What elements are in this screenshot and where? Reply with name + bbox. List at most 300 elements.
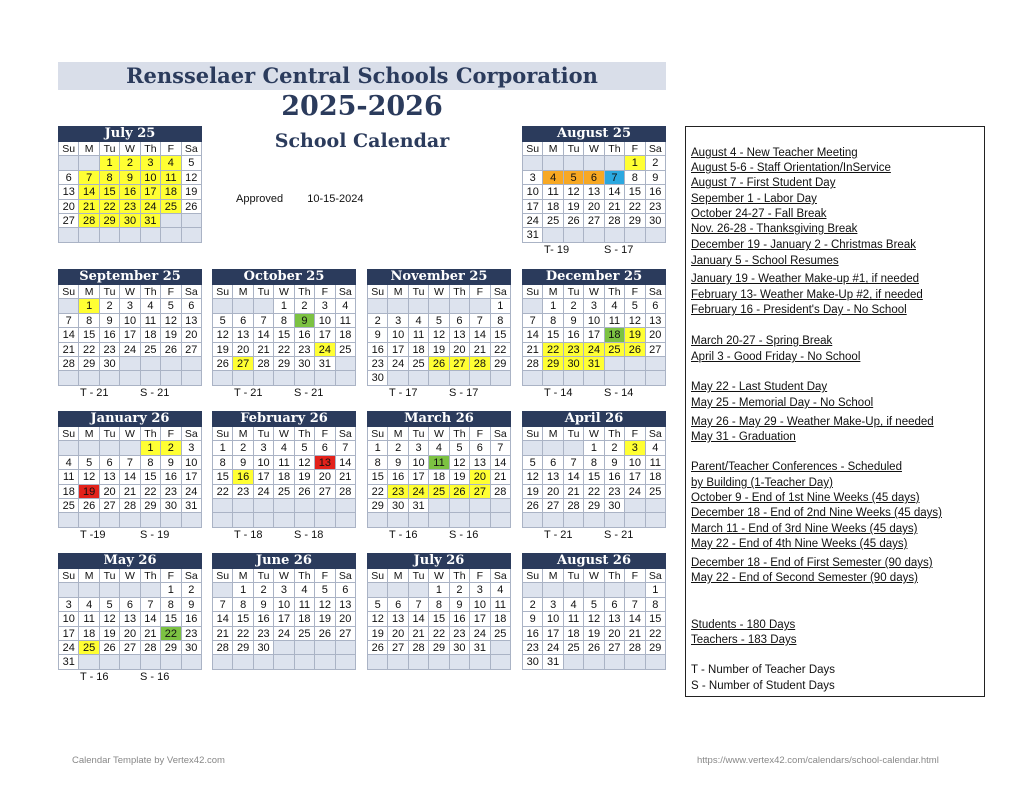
- day-cell: 17: [141, 185, 161, 199]
- day-cell: 26: [584, 641, 604, 655]
- day-cell: 23: [564, 343, 584, 357]
- day-cell: 9: [161, 456, 181, 470]
- day-cell: 14: [625, 612, 645, 626]
- day-cell: 22: [141, 485, 161, 499]
- weekday-header: F: [470, 569, 490, 583]
- empty-cell: [491, 499, 511, 513]
- day-cell: 26: [295, 485, 315, 499]
- day-cell: 15: [141, 470, 161, 484]
- weekday-header: F: [625, 142, 645, 156]
- day-cell: 10: [388, 328, 408, 342]
- day-cell: 2: [295, 299, 315, 313]
- month-grid: [58, 569, 202, 670]
- day-cell: 16: [161, 470, 181, 484]
- day-cell: 29: [161, 641, 181, 655]
- day-cell: 9: [254, 598, 274, 612]
- empty-cell: [213, 371, 233, 385]
- day-cell: 22: [543, 343, 563, 357]
- student-days-count: S - 14: [604, 386, 634, 399]
- day-cell: 21: [491, 470, 511, 484]
- weekday-header: Tu: [409, 427, 429, 441]
- day-cell: 16: [233, 470, 253, 484]
- day-cell: 28: [79, 214, 99, 228]
- day-cell: 28: [59, 357, 79, 371]
- day-cell: 25: [605, 343, 625, 357]
- day-cell: 8: [584, 456, 604, 470]
- day-cell: 23: [295, 343, 315, 357]
- day-cell: 12: [295, 456, 315, 470]
- empty-cell: [564, 371, 584, 385]
- weekday-header: Sa: [336, 285, 356, 299]
- day-cell: 17: [315, 328, 335, 342]
- day-cell: 20: [336, 612, 356, 626]
- day-cell: 21: [213, 627, 233, 641]
- day-cell: 25: [646, 485, 666, 499]
- weekday-header: Tu: [409, 569, 429, 583]
- day-cell: 25: [59, 499, 79, 513]
- day-cell: 26: [79, 499, 99, 513]
- day-cell: 28: [409, 641, 429, 655]
- day-cell: 14: [59, 328, 79, 342]
- event-item: Students - 180 Days: [691, 619, 796, 631]
- day-cell: 10: [409, 456, 429, 470]
- day-cell: 4: [564, 598, 584, 612]
- empty-cell: [470, 655, 490, 669]
- weekday-header: W: [584, 142, 604, 156]
- day-cell: 10: [141, 171, 161, 185]
- weekday-header: F: [161, 285, 181, 299]
- event-item: February 16 - President's Day - No School: [691, 304, 907, 316]
- empty-cell: [523, 299, 543, 313]
- day-cell: 16: [646, 185, 666, 199]
- day-cell: 24: [388, 357, 408, 371]
- calendar-subtitle: School Calendar: [274, 130, 450, 152]
- day-cell: 11: [646, 456, 666, 470]
- empty-cell: [646, 655, 666, 669]
- empty-cell: [646, 499, 666, 513]
- day-cell: 17: [388, 343, 408, 357]
- empty-cell: [213, 299, 233, 313]
- day-cell: 22: [79, 343, 99, 357]
- empty-cell: [388, 299, 408, 313]
- day-cell: 10: [315, 314, 335, 328]
- day-cell: 15: [491, 328, 511, 342]
- day-cell: 19: [625, 328, 645, 342]
- empty-cell: [336, 499, 356, 513]
- empty-cell: [315, 371, 335, 385]
- month-grid: [58, 285, 202, 386]
- day-cell: 10: [182, 456, 202, 470]
- empty-cell: [274, 641, 294, 655]
- event-item: August 4 - New Teacher Meeting: [691, 147, 858, 159]
- weekday-header: Su: [213, 285, 233, 299]
- day-cell: 21: [336, 470, 356, 484]
- day-cell: 11: [564, 612, 584, 626]
- empty-cell: [141, 371, 161, 385]
- day-cell: 14: [564, 470, 584, 484]
- weekday-header: Su: [368, 569, 388, 583]
- day-cell: 6: [543, 456, 563, 470]
- weekday-header: Sa: [336, 569, 356, 583]
- day-cell: 19: [450, 470, 470, 484]
- month-block: [212, 411, 356, 542]
- empty-cell: [523, 441, 543, 455]
- day-cell: 6: [336, 583, 356, 597]
- day-cell: 2: [254, 583, 274, 597]
- day-cell: 12: [564, 185, 584, 199]
- day-cell: 6: [388, 598, 408, 612]
- empty-cell: [79, 583, 99, 597]
- day-cell: 6: [59, 171, 79, 185]
- weekday-header: Th: [295, 427, 315, 441]
- empty-cell: [182, 655, 202, 669]
- day-cell: 12: [368, 612, 388, 626]
- day-counts: [58, 528, 202, 542]
- empty-cell: [315, 513, 335, 527]
- event-item: by Building (1-Teacher Day): [691, 477, 833, 489]
- empty-cell: [141, 583, 161, 597]
- empty-cell: [213, 499, 233, 513]
- empty-cell: [470, 513, 490, 527]
- day-cell: 20: [450, 343, 470, 357]
- day-cell: 23: [646, 200, 666, 214]
- day-cell: 13: [100, 470, 120, 484]
- empty-cell: [543, 228, 563, 242]
- teacher-days-count: T - 18: [234, 528, 263, 541]
- month-title: March 26: [367, 411, 511, 427]
- day-cell: 24: [409, 485, 429, 499]
- day-cell: 20: [233, 343, 253, 357]
- day-cell: 1: [79, 299, 99, 313]
- day-cell: 11: [429, 456, 449, 470]
- weekday-header: Sa: [491, 285, 511, 299]
- day-counts: [367, 528, 511, 542]
- day-cell: 26: [564, 214, 584, 228]
- weekday-header: Th: [295, 569, 315, 583]
- empty-cell: [584, 583, 604, 597]
- empty-cell: [213, 513, 233, 527]
- day-cell: 31: [543, 655, 563, 669]
- day-cell: 15: [646, 612, 666, 626]
- empty-cell: [584, 371, 604, 385]
- day-cell: 16: [605, 470, 625, 484]
- event-item: December 18 - End of 2nd Nine Weeks (45 days): [691, 507, 942, 519]
- footer-url[interactable]: https://www.vertex42.com/calendars/school-calendar.html: [697, 755, 939, 766]
- empty-cell: [368, 655, 388, 669]
- day-cell: 21: [120, 485, 140, 499]
- weekday-header: W: [429, 569, 449, 583]
- day-cell: 17: [182, 470, 202, 484]
- empty-cell: [388, 583, 408, 597]
- month-block: [58, 411, 202, 542]
- weekday-header: W: [274, 427, 294, 441]
- empty-cell: [470, 371, 490, 385]
- event-item: Nov. 26-28 - Thanksgiving Break: [691, 223, 858, 235]
- day-cell: 9: [564, 314, 584, 328]
- day-cell: 13: [605, 612, 625, 626]
- month-title: December 25: [522, 269, 666, 285]
- day-cell: 27: [450, 357, 470, 371]
- day-cell: 20: [584, 200, 604, 214]
- month-title: June 26: [212, 553, 356, 569]
- weekday-header: Th: [450, 427, 470, 441]
- day-cell: 1: [161, 583, 181, 597]
- empty-cell: [543, 156, 563, 170]
- empty-cell: [182, 228, 202, 242]
- day-cell: 6: [120, 598, 140, 612]
- day-cell: 1: [368, 441, 388, 455]
- weekday-header: W: [274, 285, 294, 299]
- day-cell: 6: [315, 441, 335, 455]
- weekday-header: M: [543, 142, 563, 156]
- day-cell: 14: [336, 456, 356, 470]
- weekday-header: F: [161, 569, 181, 583]
- weekday-header: Su: [523, 569, 543, 583]
- day-cell: 5: [429, 314, 449, 328]
- day-cell: 19: [564, 200, 584, 214]
- day-cell: 3: [388, 314, 408, 328]
- day-cell: 15: [625, 185, 645, 199]
- day-cell: 7: [605, 171, 625, 185]
- day-cell: 5: [161, 299, 181, 313]
- day-cell: 19: [315, 612, 335, 626]
- day-cell: 29: [141, 499, 161, 513]
- empty-cell: [315, 641, 335, 655]
- day-cell: 24: [274, 627, 294, 641]
- empty-cell: [564, 156, 584, 170]
- day-cell: 24: [141, 200, 161, 214]
- student-days-count: S - 16: [140, 670, 170, 683]
- empty-cell: [491, 641, 511, 655]
- empty-cell: [59, 371, 79, 385]
- empty-cell: [79, 156, 99, 170]
- day-cell: 21: [141, 627, 161, 641]
- day-cell: 3: [274, 583, 294, 597]
- month-grid: [367, 285, 511, 386]
- empty-cell: [79, 371, 99, 385]
- day-cell: 19: [100, 627, 120, 641]
- empty-cell: [605, 371, 625, 385]
- day-cell: 31: [584, 357, 604, 371]
- day-cell: 4: [79, 598, 99, 612]
- day-cell: 13: [120, 612, 140, 626]
- day-cell: 4: [429, 441, 449, 455]
- day-cell: 9: [100, 314, 120, 328]
- empty-cell: [59, 513, 79, 527]
- day-cell: 20: [646, 328, 666, 342]
- school-year: 2025-2026: [281, 91, 443, 122]
- month-grid: [522, 285, 666, 386]
- empty-cell: [120, 583, 140, 597]
- day-cell: 27: [584, 214, 604, 228]
- empty-cell: [233, 299, 253, 313]
- empty-cell: [295, 655, 315, 669]
- day-cell: 2: [100, 299, 120, 313]
- empty-cell: [336, 641, 356, 655]
- day-cell: 15: [429, 612, 449, 626]
- day-cell: 30: [295, 357, 315, 371]
- empty-cell: [100, 513, 120, 527]
- day-cell: 21: [470, 343, 490, 357]
- day-cell: 15: [213, 470, 233, 484]
- day-cell: 5: [295, 441, 315, 455]
- day-cell: 11: [336, 314, 356, 328]
- empty-cell: [120, 371, 140, 385]
- empty-cell: [295, 371, 315, 385]
- empty-cell: [409, 513, 429, 527]
- day-cell: 25: [491, 627, 511, 641]
- day-cell: 10: [254, 456, 274, 470]
- day-cell: 4: [646, 441, 666, 455]
- month-grid: [522, 142, 666, 243]
- event-item: August 5-6 - Staff Orientation/InService: [691, 162, 891, 174]
- day-cell: 14: [605, 185, 625, 199]
- day-cell: 23: [120, 200, 140, 214]
- day-cell: 11: [141, 314, 161, 328]
- event-item: T - Number of Teacher Days: [691, 664, 836, 676]
- empty-cell: [646, 228, 666, 242]
- day-cell: 12: [625, 314, 645, 328]
- month-title: August 26: [522, 553, 666, 569]
- weekday-header: Th: [141, 569, 161, 583]
- empty-cell: [213, 583, 233, 597]
- day-cell: 22: [161, 627, 181, 641]
- day-cell: 30: [368, 371, 388, 385]
- weekday-header: Sa: [182, 142, 202, 156]
- empty-cell: [315, 499, 335, 513]
- day-cell: 28: [120, 499, 140, 513]
- day-cell: 10: [625, 456, 645, 470]
- day-cell: 20: [470, 470, 490, 484]
- weekday-header: F: [315, 427, 335, 441]
- day-cell: 12: [100, 612, 120, 626]
- day-cell: 3: [315, 299, 335, 313]
- day-cell: 17: [523, 200, 543, 214]
- day-cell: 9: [368, 328, 388, 342]
- weekday-header: Tu: [564, 427, 584, 441]
- weekday-header: W: [429, 285, 449, 299]
- day-cell: 17: [274, 612, 294, 626]
- month-grid: [522, 427, 666, 528]
- weekday-header: Th: [605, 285, 625, 299]
- day-cell: 10: [470, 598, 490, 612]
- empty-cell: [161, 357, 181, 371]
- empty-cell: [59, 583, 79, 597]
- weekday-header: F: [161, 142, 181, 156]
- day-cell: 19: [295, 470, 315, 484]
- empty-cell: [233, 655, 253, 669]
- day-cell: 19: [429, 343, 449, 357]
- day-cell: 27: [605, 641, 625, 655]
- weekday-header: Sa: [491, 427, 511, 441]
- day-cell: 11: [161, 171, 181, 185]
- event-item: May 25 - Memorial Day - No School: [691, 397, 874, 409]
- day-cell: 16: [523, 627, 543, 641]
- empty-cell: [120, 357, 140, 371]
- day-cell: 23: [523, 641, 543, 655]
- day-cell: 18: [161, 185, 181, 199]
- day-cell: 26: [315, 627, 335, 641]
- day-cell: 16: [295, 328, 315, 342]
- empty-cell: [646, 371, 666, 385]
- day-cell: 7: [254, 314, 274, 328]
- weekday-header: M: [79, 142, 99, 156]
- day-cell: 23: [161, 485, 181, 499]
- day-cell: 3: [182, 441, 202, 455]
- day-counts: [58, 386, 202, 400]
- day-cell: 19: [161, 328, 181, 342]
- day-cell: 6: [646, 299, 666, 313]
- day-cell: 5: [368, 598, 388, 612]
- day-cell: 28: [336, 485, 356, 499]
- empty-cell: [429, 655, 449, 669]
- weekday-header: Tu: [100, 142, 120, 156]
- day-cell: 11: [543, 185, 563, 199]
- empty-cell: [625, 499, 645, 513]
- day-cell: 6: [450, 314, 470, 328]
- weekday-header: M: [79, 285, 99, 299]
- day-cell: 7: [336, 441, 356, 455]
- day-cell: 25: [409, 357, 429, 371]
- weekday-header: M: [388, 427, 408, 441]
- day-cell: 26: [161, 343, 181, 357]
- day-cell: 2: [161, 441, 181, 455]
- empty-cell: [120, 655, 140, 669]
- day-cell: 22: [429, 627, 449, 641]
- weekday-header: Sa: [646, 142, 666, 156]
- day-cell: 8: [79, 314, 99, 328]
- student-days-count: S - 16: [449, 528, 479, 541]
- month-grid: [58, 142, 202, 243]
- day-cell: 16: [450, 612, 470, 626]
- day-cell: 25: [295, 627, 315, 641]
- empty-cell: [295, 641, 315, 655]
- month-grid: [522, 569, 666, 670]
- day-cell: 23: [100, 343, 120, 357]
- empty-cell: [491, 655, 511, 669]
- day-cell: 11: [605, 314, 625, 328]
- day-cell: 1: [100, 156, 120, 170]
- day-cell: 4: [295, 583, 315, 597]
- day-cell: 31: [141, 214, 161, 228]
- weekday-header: W: [120, 569, 140, 583]
- day-cell: 20: [315, 470, 335, 484]
- day-cell: 20: [120, 627, 140, 641]
- day-cell: 4: [336, 299, 356, 313]
- day-cell: 30: [120, 214, 140, 228]
- weekday-header: Th: [141, 285, 161, 299]
- day-cell: 18: [336, 328, 356, 342]
- empty-cell: [254, 371, 274, 385]
- day-cell: 19: [584, 627, 604, 641]
- month-grid: [58, 427, 202, 528]
- weekday-header: W: [120, 427, 140, 441]
- weekday-header: M: [543, 569, 563, 583]
- weekday-header: Th: [141, 427, 161, 441]
- day-cell: 6: [605, 598, 625, 612]
- weekday-header: M: [543, 427, 563, 441]
- day-cell: 23: [450, 627, 470, 641]
- day-cell: 9: [523, 612, 543, 626]
- day-cell: 24: [315, 343, 335, 357]
- event-item: October 24-27 - Fall Break: [691, 208, 827, 220]
- day-cell: 26: [182, 200, 202, 214]
- empty-cell: [625, 583, 645, 597]
- student-days-count: S - 17: [449, 386, 479, 399]
- weekday-header: F: [315, 569, 335, 583]
- day-cell: 30: [161, 499, 181, 513]
- empty-cell: [429, 371, 449, 385]
